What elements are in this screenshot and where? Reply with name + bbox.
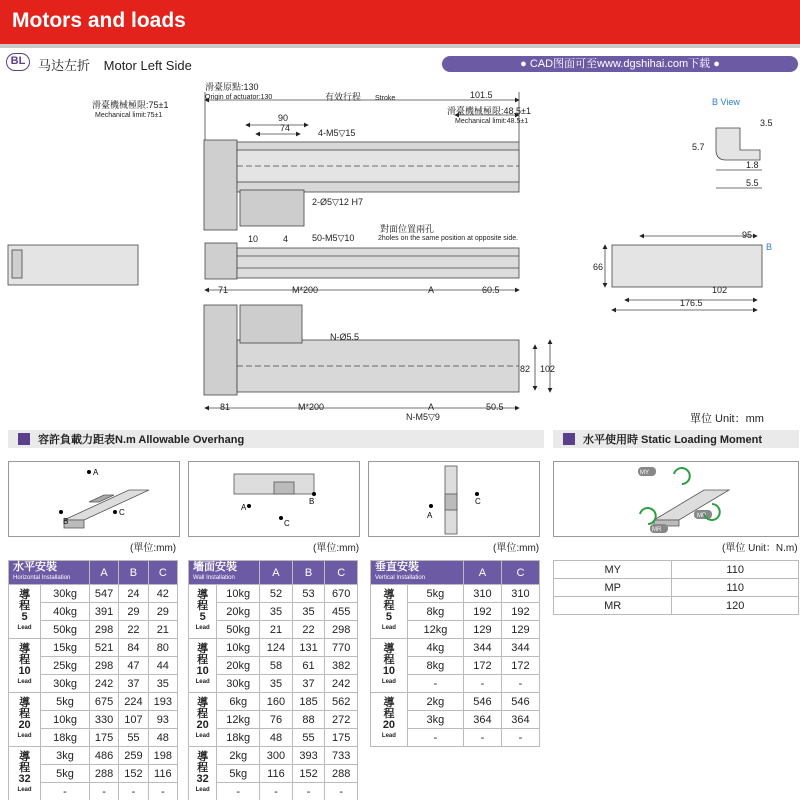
table-cell: 192 <box>463 603 501 621</box>
table-cell: 37 <box>292 675 325 693</box>
table-cell: 48 <box>260 729 293 747</box>
table-cell: 391 <box>89 603 118 621</box>
diagram-label-c: C <box>119 508 125 517</box>
table-cell: 288 <box>325 765 358 783</box>
table-title-en: Wall Installation <box>193 574 235 581</box>
lead-value: 10 <box>382 664 396 677</box>
table-cell: 116 <box>148 765 177 783</box>
dim-10: 10 <box>248 234 259 244</box>
table-cell: 2kg <box>407 693 463 711</box>
table-cell: 172 <box>501 657 539 675</box>
table-cell: 310 <box>501 585 539 603</box>
lead-value: 20 <box>196 718 209 731</box>
table-cell: - <box>463 729 501 747</box>
table-cell: 344 <box>463 639 501 657</box>
table-cell: 35 <box>260 675 293 693</box>
table-cell: 193 <box>148 693 177 711</box>
table-cell: 670 <box>325 585 358 603</box>
diagram-label-a: A <box>241 503 247 512</box>
table-cell: 3kg <box>407 711 463 729</box>
lead-value: 20 <box>382 718 396 731</box>
lead-value: 5 <box>385 610 392 623</box>
static-row <box>554 561 799 579</box>
lead-word-en: Lead <box>17 732 32 739</box>
lead-word-char: 程 <box>383 653 395 666</box>
lead-word-char: 導 <box>19 642 31 655</box>
lead-group-cell <box>9 747 41 800</box>
cad-download-notice[interactable]: ● CAD图面可至www.dgshihai.com下载 ● <box>442 56 798 72</box>
drawing-svg <box>0 76 800 426</box>
table-cell: 35 <box>292 603 325 621</box>
table-row <box>9 585 178 603</box>
n-dia-label: N-Ø5.5 <box>330 332 360 342</box>
table-cell: 129 <box>501 621 539 639</box>
lead-word-char: 程 <box>197 761 209 774</box>
table-row <box>189 693 358 711</box>
table-cell: 88 <box>292 711 325 729</box>
dim-60-5: 60.5 <box>482 285 500 295</box>
table-row <box>189 585 358 603</box>
table-cell: 29 <box>148 603 177 621</box>
lead-value: 10 <box>196 664 209 677</box>
table-cell: 562 <box>325 693 358 711</box>
table-cell: 298 <box>325 621 358 639</box>
table-cell: 152 <box>292 765 325 783</box>
table-row <box>9 639 178 657</box>
dim-1-8: 1.8 <box>746 160 759 170</box>
lead-group-cell <box>371 585 408 639</box>
lead-word-char: 導 <box>197 696 209 709</box>
table-cell: 20kg <box>217 603 260 621</box>
table-cell: 733 <box>325 747 358 765</box>
lead-value: 10 <box>18 664 31 677</box>
table-cell: 272 <box>325 711 358 729</box>
static-cell: 120 <box>672 597 799 615</box>
table-cell: - <box>407 675 463 693</box>
table-cell: - <box>292 783 325 800</box>
lead-word-char: 導 <box>19 750 31 763</box>
lead-group-cell <box>189 639 217 693</box>
diagram-label-a: A <box>93 468 99 477</box>
diagram-label-c: C <box>475 497 481 506</box>
lead-word-en: Lead <box>381 732 396 739</box>
table-cell: 22 <box>119 621 148 639</box>
lead-word-char: 導 <box>383 642 395 655</box>
static-cell: MR <box>554 597 672 615</box>
dim-81: 81 <box>220 402 231 412</box>
table-cell: 48 <box>148 729 177 747</box>
dim-m200-bottom: M*200 <box>298 402 325 412</box>
table-cell: 5kg <box>217 765 260 783</box>
table-cell: 10kg <box>217 639 260 657</box>
lead-value: 20 <box>18 718 31 731</box>
section-marker-icon <box>563 433 575 445</box>
table-cell: 107 <box>119 711 148 729</box>
opposite-note-en: 2holes on the same position at opposite side. <box>378 235 519 242</box>
table-cell: 546 <box>501 693 539 711</box>
unit-label: 單位 Unit：mm <box>690 413 764 425</box>
header-divider <box>0 44 800 48</box>
pin-label: 2-Ø5▽12 H7 <box>312 197 363 207</box>
table-cell: 30kg <box>217 675 260 693</box>
diagram-label-a: A <box>427 511 433 520</box>
static-moment-diagram <box>553 461 799 537</box>
table-row <box>189 639 358 657</box>
lead-word-en: Lead <box>195 786 210 793</box>
header-bar <box>0 0 800 44</box>
table-row <box>371 585 540 603</box>
table-cell: 455 <box>325 603 358 621</box>
dim-a-top: A <box>428 285 435 295</box>
table-row <box>189 747 358 765</box>
lead-word-char: 程 <box>19 707 31 720</box>
table-title-cn: 水平安裝 <box>13 560 57 573</box>
table-cell: - <box>501 729 539 747</box>
table-cell: 300 <box>260 747 293 765</box>
table-cell: 2kg <box>217 747 260 765</box>
table-cell: 35 <box>260 603 293 621</box>
table-cell: 129 <box>463 621 501 639</box>
table-cell: 20kg <box>217 657 260 675</box>
table-row <box>9 747 178 765</box>
table-cell: 5kg <box>41 693 90 711</box>
horizontal-installation-table <box>8 560 178 800</box>
vertical-installation-table <box>370 560 540 747</box>
table-cell: 21 <box>260 621 293 639</box>
table-cell: 198 <box>148 747 177 765</box>
lead-word-en: Lead <box>381 624 396 631</box>
dim-m200-top: M*200 <box>292 285 319 295</box>
table-cell: - <box>501 675 539 693</box>
table-cell: 546 <box>463 693 501 711</box>
dim-95: 95 <box>742 230 753 240</box>
hole-4m5-label: 4-M5▽15 <box>318 128 356 138</box>
dim-82: 82 <box>520 364 531 374</box>
table-cell: - <box>119 783 148 800</box>
dim-5-5: 5.5 <box>746 178 759 188</box>
table-cell: 160 <box>260 693 293 711</box>
static-row <box>554 579 799 597</box>
wall-overhang-diagram <box>188 461 360 537</box>
table-row <box>371 639 540 657</box>
table-cell: - <box>41 783 90 800</box>
table-cell: 29 <box>119 603 148 621</box>
dim-102: 102 <box>712 285 728 295</box>
moment-label-mr: MR <box>652 527 662 533</box>
table-cell: - <box>260 783 293 800</box>
page-title: Motors and loads <box>12 9 186 32</box>
lead-group-cell <box>371 639 408 693</box>
table-cell: 364 <box>501 711 539 729</box>
table-cell: 288 <box>89 765 118 783</box>
table-cell: 675 <box>89 693 118 711</box>
lead-word-char: 導 <box>383 696 395 709</box>
column-header: A <box>89 561 118 585</box>
vertical-overhang-diagram <box>368 461 540 537</box>
table-cell: 55 <box>292 729 325 747</box>
table-cell: - <box>463 675 501 693</box>
table-cell: 344 <box>501 639 539 657</box>
origin-label-cn: 滑臺原點:130 <box>205 82 259 92</box>
horizontal-overhang-diagram <box>8 461 180 537</box>
mech-limit-right-en: Mechanical limit:48.5±1 <box>455 118 529 125</box>
unit-mm-1: (單位:mm) <box>130 543 177 554</box>
wall-installation-table <box>188 560 358 800</box>
variant-badge: BL <box>6 53 30 71</box>
table-cell: 393 <box>292 747 325 765</box>
lead-value: 5 <box>199 610 206 623</box>
table-cell: 310 <box>463 585 501 603</box>
dim-66: 66 <box>593 262 604 272</box>
table-cell: 80 <box>148 639 177 657</box>
table-cell: 4kg <box>407 639 463 657</box>
lead-group-cell <box>371 693 408 747</box>
lead-value: 32 <box>18 772 31 785</box>
table-cell: 61 <box>292 657 325 675</box>
diagram-label-b: B <box>63 517 69 526</box>
moment-label-my: MY <box>640 470 649 476</box>
table-cell: 10kg <box>217 585 260 603</box>
static-row <box>554 597 799 615</box>
static-section-bar <box>553 430 799 448</box>
static-cell: 110 <box>672 561 799 579</box>
table-cell: 242 <box>89 675 118 693</box>
table-title-cn: 墻面安裝 <box>193 560 237 573</box>
lead-word-char: 導 <box>19 696 31 709</box>
table-cell: 382 <box>325 657 358 675</box>
lead-value: 32 <box>196 772 209 785</box>
lead-word-char: 程 <box>19 761 31 774</box>
table-cell: - <box>217 783 260 800</box>
table-cell: 44 <box>148 657 177 675</box>
table-title-en: Vertical Installation <box>375 574 426 581</box>
table-cell: 12kg <box>217 711 260 729</box>
b-arrow-label: B <box>766 242 773 252</box>
table-cell: 330 <box>89 711 118 729</box>
column-header: C <box>325 561 358 585</box>
lead-word-char: 程 <box>197 707 209 720</box>
dim-a-bottom: A <box>428 402 435 412</box>
lead-word-en: Lead <box>17 678 32 685</box>
moment-label-mp: MP <box>697 513 706 519</box>
table-header-title <box>9 561 90 585</box>
lead-word-char: 導 <box>19 588 31 601</box>
column-header: C <box>501 561 539 585</box>
table-cell: 5kg <box>407 585 463 603</box>
lead-group-cell <box>9 693 41 747</box>
table-cell: - <box>89 783 118 800</box>
unit-mm-2: (單位:mm) <box>313 543 360 554</box>
table-cell: 10kg <box>41 711 90 729</box>
table-cell: 3kg <box>41 747 90 765</box>
table-cell: 192 <box>501 603 539 621</box>
table-cell: 30kg <box>41 675 90 693</box>
table-cell: 21 <box>148 621 177 639</box>
static-section-title: 水平使用時 Static Loading Moment <box>583 434 763 446</box>
lead-group-cell <box>9 639 41 693</box>
stroke-label-en: Stroke <box>375 95 396 102</box>
table-cell: 298 <box>89 621 118 639</box>
table-cell: 8kg <box>407 603 463 621</box>
table-cell: 55 <box>119 729 148 747</box>
table-title-cn: 垂直安裝 <box>375 560 419 573</box>
lead-word-en: Lead <box>17 786 32 793</box>
diagram-label-b: B <box>309 497 315 506</box>
variant-title-en: Motor Left Side <box>103 58 192 73</box>
origin-label-en: Origin of actuator:130 <box>205 94 273 101</box>
table-cell: 30kg <box>41 585 90 603</box>
table-cell: 175 <box>325 729 358 747</box>
lead-word-en: Lead <box>195 624 210 631</box>
column-header: C <box>148 561 177 585</box>
table-cell: 124 <box>260 639 293 657</box>
table-cell: 22 <box>292 621 325 639</box>
table-cell: 37 <box>119 675 148 693</box>
stroke-label-cn: 有效行程 <box>325 92 362 102</box>
table-cell: 8kg <box>407 657 463 675</box>
table-cell: 50kg <box>217 621 260 639</box>
table-cell: 185 <box>292 693 325 711</box>
table-cell: 175 <box>89 729 118 747</box>
dim-71: 71 <box>218 285 229 295</box>
table-cell: 242 <box>325 675 358 693</box>
overhang-section-title: 容許負載力距表N.m Allowable Overhang <box>38 434 245 446</box>
lead-word-char: 程 <box>383 599 395 612</box>
table-cell: 224 <box>119 693 148 711</box>
table-cell: - <box>407 729 463 747</box>
hole-50m5-label: 50-M5▽10 <box>312 233 355 243</box>
table-header-title <box>189 561 260 585</box>
static-cell: 110 <box>672 579 799 597</box>
static-cell: MY <box>554 561 672 579</box>
overhang-section-bar <box>8 430 544 448</box>
table-cell: 486 <box>89 747 118 765</box>
lead-word-char: 導 <box>197 588 209 601</box>
table-cell: 58 <box>260 657 293 675</box>
table-cell: 84 <box>119 639 148 657</box>
table-row <box>9 693 178 711</box>
table-cell: 53 <box>292 585 325 603</box>
table-cell: 25kg <box>41 657 90 675</box>
table-cell: 521 <box>89 639 118 657</box>
static-cell: MP <box>554 579 672 597</box>
dim-102-vertical: 102 <box>540 364 556 374</box>
lead-word-en: Lead <box>381 678 396 685</box>
dim-5-7: 5.7 <box>692 142 705 152</box>
section-marker-icon <box>18 433 30 445</box>
table-title-en: Horizontal Installation <box>13 574 71 581</box>
table-header-title <box>371 561 464 585</box>
table-cell: 15kg <box>41 639 90 657</box>
dim-74: 74 <box>280 123 291 133</box>
table-cell: 364 <box>463 711 501 729</box>
column-header: B <box>119 561 148 585</box>
unit-mm-3: (單位:mm) <box>493 543 540 554</box>
table-cell: 18kg <box>41 729 90 747</box>
table-cell: 40kg <box>41 603 90 621</box>
lead-word-char: 程 <box>197 599 209 612</box>
dimension-drawing <box>0 76 800 426</box>
column-header: B <box>292 561 325 585</box>
table-cell: 24 <box>119 585 148 603</box>
dim-3-5: 3.5 <box>760 118 773 128</box>
lead-value: 5 <box>21 610 28 623</box>
lead-word-char: 導 <box>197 750 209 763</box>
unit-nm: (單位 Unit：N.m) <box>722 543 798 554</box>
table-cell: 5kg <box>41 765 90 783</box>
table-cell: 42 <box>148 585 177 603</box>
dim-4: 4 <box>283 234 289 244</box>
table-cell: - <box>148 783 177 800</box>
mech-limit-left-cn: 滑臺機械極限:75±1 <box>92 100 169 110</box>
table-cell: 172 <box>463 657 501 675</box>
variant-title <box>38 55 192 74</box>
lead-word-char: 程 <box>19 653 31 666</box>
column-header: A <box>260 561 293 585</box>
lead-group-cell <box>189 585 217 639</box>
table-cell: 18kg <box>217 729 260 747</box>
n-m5-label: N-M5▽9 <box>406 412 440 422</box>
lead-group-cell <box>189 747 217 800</box>
table-cell: 259 <box>119 747 148 765</box>
lead-word-en: Lead <box>195 732 210 739</box>
table-cell: 93 <box>148 711 177 729</box>
table-cell: 152 <box>119 765 148 783</box>
table-row <box>371 693 540 711</box>
mech-limit-right-cn: 滑臺機械極限:48.5±1 <box>447 106 531 116</box>
table-cell: 76 <box>260 711 293 729</box>
lead-word-en: Lead <box>195 678 210 685</box>
table-cell: 12kg <box>407 621 463 639</box>
table-cell: 116 <box>260 765 293 783</box>
dim-101-5: 101.5 <box>470 90 493 100</box>
table-cell: 298 <box>89 657 118 675</box>
lead-word-char: 導 <box>197 642 209 655</box>
lead-group-cell <box>189 693 217 747</box>
lead-group-cell <box>9 585 41 639</box>
table-cell: 770 <box>325 639 358 657</box>
lead-word-char: 程 <box>197 653 209 666</box>
opposite-note-cn: 對面位置兩孔 <box>380 224 435 234</box>
table-cell: 131 <box>292 639 325 657</box>
lead-word-char: 程 <box>19 599 31 612</box>
dim-50-5: 50.5 <box>486 402 504 412</box>
lead-word-en: Lead <box>17 624 32 631</box>
table-cell: - <box>325 783 358 800</box>
table-cell: 50kg <box>41 621 90 639</box>
table-cell: 52 <box>260 585 293 603</box>
static-moment-table <box>553 560 799 615</box>
diagram-label-c: C <box>284 519 290 528</box>
table-cell: 6kg <box>217 693 260 711</box>
lead-word-char: 導 <box>383 588 395 601</box>
variant-title-cn: 马达左折 <box>38 59 91 74</box>
table-cell: 35 <box>148 675 177 693</box>
table-cell: 547 <box>89 585 118 603</box>
dim-90: 90 <box>278 113 289 123</box>
dim-176-5: 176.5 <box>680 298 703 308</box>
mech-limit-left-en: Mechanical limit:75±1 <box>95 112 163 119</box>
lead-word-char: 程 <box>383 707 395 720</box>
table-cell: 47 <box>119 657 148 675</box>
b-view-label: B View <box>712 97 740 107</box>
column-header: A <box>463 561 501 585</box>
